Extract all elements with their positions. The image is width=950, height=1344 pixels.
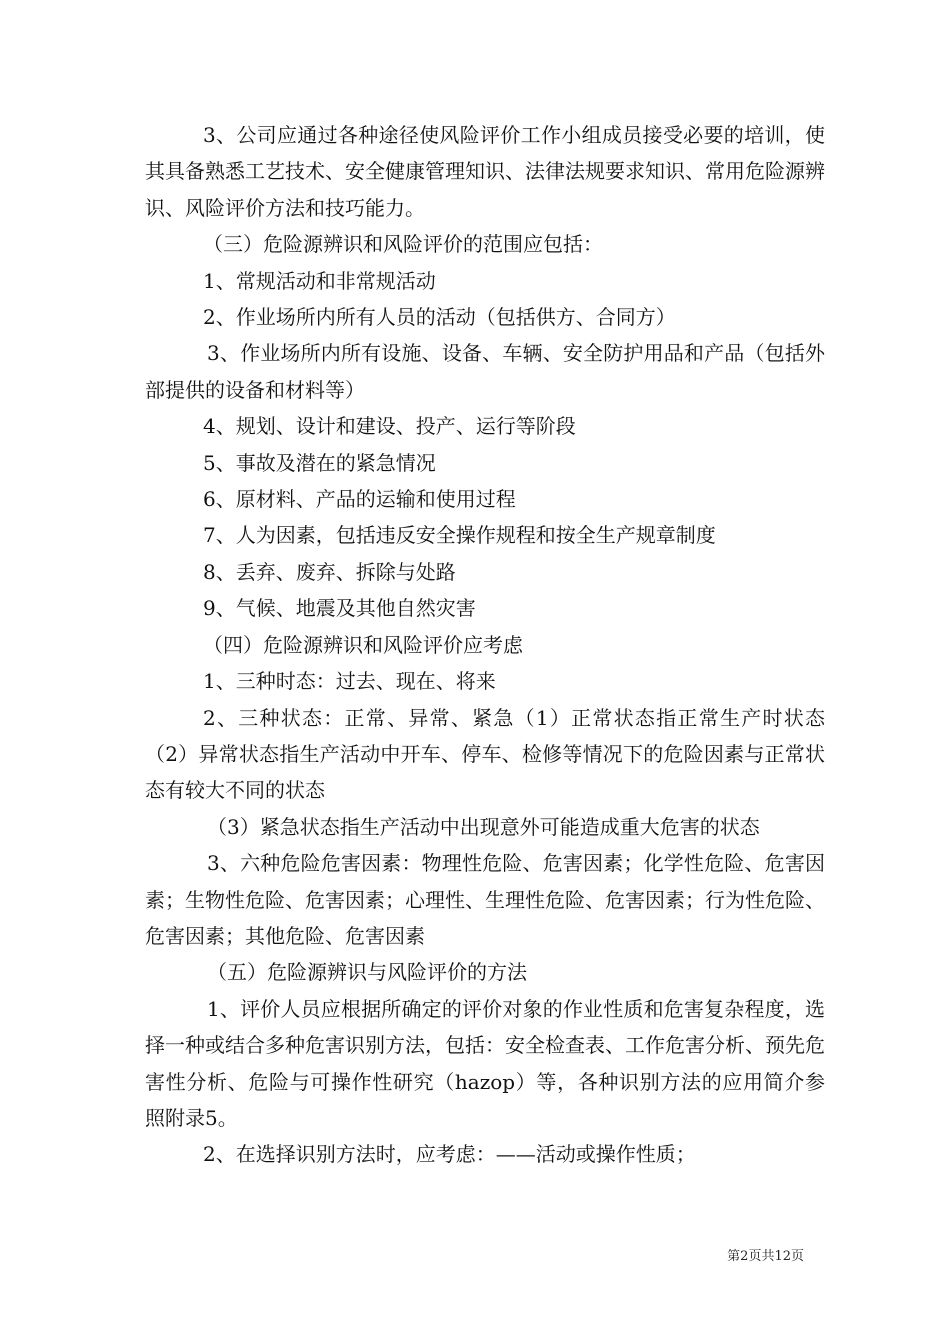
list-item-scope-3: 3、作业场所内所有设施、设备、车辆、安全防护用品和产品（包括外部提供的设备和材料等） (145, 341, 825, 402)
heading-methods: （五）危险源辨识与风险评价的方法 (207, 960, 527, 985)
list-item-emergency-state: （3）紧急状态指生产活动中出现意外可能造成重大危害的状态 (207, 814, 760, 839)
list-item-scope-1: 1、常规活动和非常规活动 (203, 268, 436, 293)
list-item-scope-5: 5、事故及潜在的紧急情况 (203, 450, 436, 475)
list-item-three-states: 2、三种状态：正常、异常、紧急（1）正常状态指正常生产时状态（2）异常状态指生产活动中开车、停车、检修等情况下的危险因素与正常状态有较大不同的状态 (145, 705, 825, 803)
list-item-scope-9: 9、气候、地震及其他自然灾害 (203, 596, 476, 621)
list-item-scope-7: 7、人为因素，包括违反安全操作规程和按全生产规章制度 (203, 523, 716, 548)
list-item-three-tenses: 1、三种时态：过去、现在、将来 (203, 669, 496, 694)
document-body (145, 117, 825, 1173)
list-item-scope-2: 2、作业场所内所有人员的活动（包括供方、合同方） (203, 305, 676, 330)
list-item-method-considerations: 2、在选择识别方法时，应考虑：——活动或操作性质； (203, 1142, 696, 1167)
list-item-method-selection: 1、评价人员应根据所确定的评价对象的作业性质和危害复杂程度，选择一种或结合多种危害识别方法，包括：安全检查表、工作危害分析、预先危害性分析、危险与可操作性研究（hazop）等，各种识别方法的应用简介参照附录5。 (145, 996, 825, 1130)
paragraph-training: 3、公司应通过各种途径使风险评价工作小组成员接受必要的培训，使其具备熟悉工艺技术、安全健康管理知识、法律法规要求知识、常用危险源辨识、风险评价方法和技巧能力。 (145, 123, 825, 220)
page-number-footer: 第2页共12页 (727, 1249, 804, 1264)
list-item-six-factors: 3、六种危险危害因素：物理性危险、危害因素；化学性危险、危害因素；生物性危险、危害因素；心理性、生理性危险、危害因素；行为性危险、危害因素；其他危险、危害因素 (145, 851, 825, 948)
list-item-scope-8: 8、丢弃、废弃、拆除与处路 (203, 559, 456, 584)
list-item-scope-4: 4、规划、设计和建设、投产、运行等阶段 (203, 414, 576, 439)
heading-considerations: （四）危险源辨识和风险评价应考虑 (203, 632, 523, 657)
list-item-scope-6: 6、原材料、产品的运输和使用过程 (203, 487, 516, 512)
heading-scope: （三）危险源辨识和风险评价的范围应包括： (203, 232, 603, 257)
